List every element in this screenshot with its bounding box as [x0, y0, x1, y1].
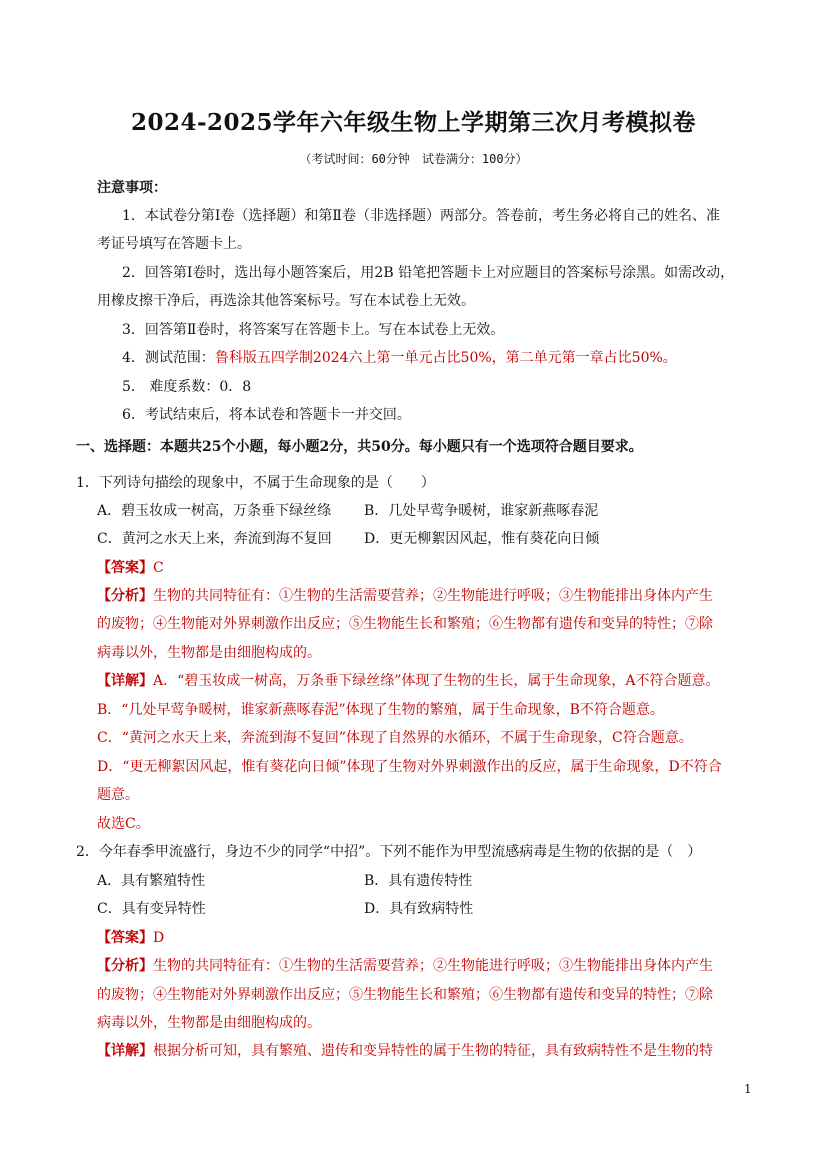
notice-item-3: 3．回答第Ⅱ卷时，将答案写在答题卡上。写在本试卷上无效。	[122, 322, 505, 338]
notice-item-4	[122, 348, 677, 368]
detail-text: A．“碧玉妆成一树高，万条垂下绿丝绦”体现了生物的生长，属于生命现象，A不符合题意。	[153, 673, 720, 689]
analysis-tag: 【分析】	[97, 588, 153, 604]
q1-analysis-cont2: 病毒以外，生物都是由细胞构成的。	[97, 645, 321, 661]
q2-option-a: A．具有繁殖特性	[97, 873, 206, 889]
q1-detail-c: C．“黄河之水天上来，奔流到海不复回”体现了自然界的水循环，不属于生命现象，C符合题意。	[97, 730, 693, 746]
answer-value: C	[153, 560, 164, 576]
q1-analysis	[97, 586, 713, 606]
analysis-text: 生物的共同特征有：①生物的生活需要营养；②生物能进行呼吸；③生物能排出身体内产生	[153, 958, 713, 974]
detail-tag: 【详解】	[97, 673, 153, 689]
q2-option-c: C．具有变异特性	[97, 901, 206, 917]
page-title: 2024-2025学年六年级生物上学期第三次月考模拟卷	[130, 109, 697, 136]
q2-detail	[97, 1041, 713, 1061]
q1-option-b: B．几处早莺争暖树，谁家新燕啄春泥	[364, 503, 599, 519]
q1-option-d: D．更无柳絮因风起，惟有葵花向日倾	[364, 531, 600, 547]
q2-analysis	[97, 956, 713, 976]
detail-text: 根据分析可知，具有繁殖、遗传和变异特性的属于生物的特征，具有致病特性不是生物的特	[153, 1043, 713, 1059]
notice-item-2-cont: 用橡皮擦干净后，再选涂其他答案标号。写在本试卷上无效。	[97, 293, 475, 309]
exam-info: （考试时间：60分钟 试卷满分：100分）	[299, 152, 528, 166]
page-number: 1	[744, 1082, 752, 1096]
q1-analysis-cont: 的废物；④生物能对外界刺激作出反应；⑤生物能生长和繁殖；⑥生物都有遗传和变异的特性；⑦除	[97, 616, 713, 632]
q1-option-c: C．黄河之水天上来，奔流到海不复回	[97, 531, 332, 547]
notice-item-6: 6．考试结束后，将本试卷和答题卡一并交回。	[122, 407, 411, 423]
q2-answer	[97, 928, 164, 948]
q2-option-b: B．具有遗传特性	[364, 873, 473, 889]
q2-stem: 2．今年春季甲流盛行，身边不少的同学“中招”。下列不能作为甲型流感病毒是生物的依据的是（ ）	[76, 844, 702, 860]
q1-option-a: A．碧玉妆成一树高，万条垂下绿丝绦	[97, 503, 332, 519]
notice-heading: 注意事项：	[97, 180, 167, 196]
q2-option-d: D．具有致病特性	[364, 901, 474, 917]
notice-item-1-cont: 考证号填写在答题卡上。	[97, 236, 251, 252]
analysis-text: 生物的共同特征有：①生物的生活需要营养；②生物能进行呼吸；③生物能排出身体内产生	[153, 588, 713, 604]
q1-detail-b: B．“几处早莺争暖树，谁家新燕啄春泥”体现了生物的繁殖，属于生命现象，B不符合题意。	[97, 702, 664, 718]
q1-conclusion: 故选C。	[97, 816, 150, 832]
q1-detail-d-cont: 题意。	[97, 787, 139, 803]
answer-value: D	[153, 930, 165, 946]
notice-item-4-label: 4．测试范围：	[122, 350, 215, 366]
q1-answer	[97, 558, 164, 578]
section-heading: 一、选择题：本题共25个小题，每小题2分，共50分。每小题只有一个选项符合题目要求。	[76, 439, 643, 455]
answer-tag: 【答案】	[97, 560, 153, 576]
q1-detail	[97, 671, 720, 691]
answer-tag: 【答案】	[97, 930, 153, 946]
notice-item-2: 2．回答第Ⅰ卷时，选出每小题答案后，用2B 铅笔把答题卡上对应题目的答案标号涂黑。如需改动，	[122, 265, 735, 281]
notice-item-1: 1．本试卷分第Ⅰ卷（选择题）和第Ⅱ卷（非选择题）两部分。答卷前，考生务必将自己的姓名、准	[122, 208, 720, 224]
notice-item-5: 5． 难度系数：0．8	[122, 379, 252, 395]
analysis-tag: 【分析】	[97, 958, 153, 974]
q1-detail-d: D．“更无柳絮因风起，惟有葵花向日倾”体现了生物对外界刺激作出的反应，属于生命现象，D不符合	[97, 759, 722, 775]
q2-analysis-cont: 的废物；④生物能对外界刺激作出反应；⑤生物能生长和繁殖；⑥生物都有遗传和变异的特性；⑦除	[97, 987, 713, 1003]
test-scope: 鲁科版五四学制2024六上第一单元占比50%，第二单元第一章占比50%。	[214, 350, 677, 366]
detail-tag: 【详解】	[97, 1043, 153, 1059]
q2-analysis-cont2: 病毒以外，生物都是由细胞构成的。	[97, 1015, 321, 1031]
q1-stem: 1．下列诗句描绘的现象中，不属于生命现象的是（ ）	[76, 475, 435, 491]
